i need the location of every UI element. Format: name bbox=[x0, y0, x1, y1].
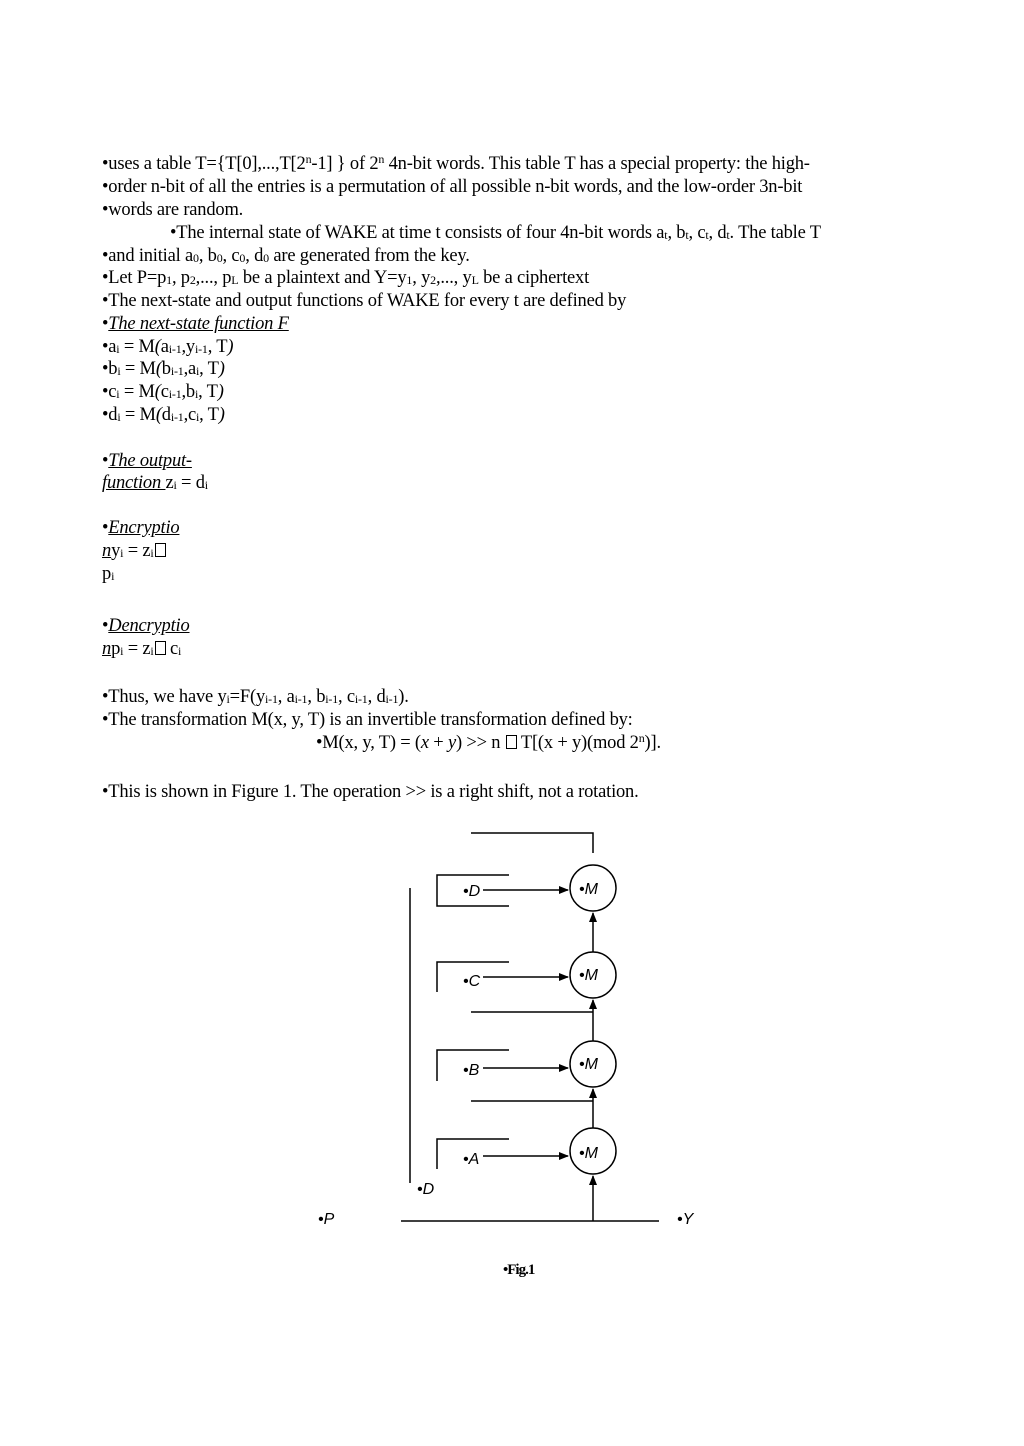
text-line-7: •The next-state and output functions of WAKE for every t are defined by bbox=[102, 291, 627, 311]
heading-encryption: •Encryptio bbox=[102, 518, 180, 538]
thus-line: •Thus, we have $y_i=F(y_{i-1}$, $a_{i-1}$, $b_{i-1}$, $c_{i-1}$, $d_{i-1}$). bbox=[102, 687, 409, 707]
equation-a: $•a_i = M(a_{i-1},y_{i-1}$, T) bbox=[102, 337, 234, 357]
text-line-5: •and initial $a_0$, $b_0$, $c_0$, $d_0$ are generated from the key. bbox=[102, 246, 470, 266]
encryption-equation-cont: $p_i$ bbox=[102, 564, 115, 584]
heading-output-function: •The output- bbox=[102, 451, 192, 471]
m-definition: •M(x, y, T) = (x + y) >> n T[(x + y)(mod 2$^n$)]. bbox=[316, 731, 661, 753]
xor-symbol-placeholder bbox=[155, 641, 166, 655]
register-b-label: •B bbox=[463, 1062, 480, 1079]
m-label-4: •M bbox=[579, 1145, 598, 1162]
xor-symbol-placeholder bbox=[506, 735, 517, 749]
text-line-3: •words are random. bbox=[102, 200, 244, 220]
heading-next-state: •The next-state function F bbox=[102, 314, 289, 334]
top-feedback-line bbox=[471, 833, 593, 853]
wake-diagram bbox=[0, 820, 1024, 1260]
equation-b: $•b_i = M(b_{i-1},a_i$, T) bbox=[102, 359, 225, 379]
register-a-label: •A bbox=[463, 1151, 480, 1168]
transformation-line: •The transformation M(x, y, T) is an invertible transformation defined by: bbox=[102, 710, 633, 730]
text-line-6: •Let $P=p_1$, $p_2$,..., $p_L$ be a plaintext and $Y=y_1$, $y_2$,..., $y_L$ be a ciphertext bbox=[102, 268, 590, 288]
register-c-label: •C bbox=[463, 973, 481, 990]
output-y-label: •Y bbox=[677, 1211, 694, 1228]
output-function-equation: function $z_i = d_i$ bbox=[102, 473, 208, 493]
register-d-label: •D bbox=[463, 883, 481, 900]
equation-c: $•c_i = M(c_{i-1},b_i$, T) bbox=[102, 382, 224, 402]
shown-in-figure-line: •This is shown in Figure 1. The operation >> is a right shift, not a rotation. bbox=[102, 782, 639, 802]
text-line-2: •order n-bit of all the entries is a permutation of all possible n-bit words, and the low-order 3n-bit bbox=[102, 177, 803, 197]
heading-decryption: •Dencryptio bbox=[102, 616, 190, 636]
equation-d: $•d_i = M(d_{i-1},c_i$, T) bbox=[102, 405, 225, 425]
input-p-label: •P bbox=[318, 1211, 335, 1228]
m-label-1: •M bbox=[579, 881, 598, 898]
decryption-equation: $np_i = z_i$ $c_i$ bbox=[102, 639, 182, 659]
encryption-equation: $ny_i = z_i$ bbox=[102, 540, 166, 563]
text-line-1: •uses a table $T=\{T[0],...,T[2^n-1]$ } of 2$^n$ 4n-bit words. This table T has a special property: the high- bbox=[102, 152, 810, 174]
feedback-d-label: •D bbox=[417, 1181, 435, 1198]
text-line-4: •The internal state of WAKE at time t consists of four 4n-bit words $a_t$, $b_t$, $c_t$, $d_t$. The table T bbox=[170, 223, 821, 243]
xor-symbol-placeholder bbox=[155, 543, 166, 557]
figure-caption: •Fig.1 bbox=[503, 1262, 535, 1278]
m-label-3: •M bbox=[579, 1056, 598, 1073]
m-label-2: •M bbox=[579, 967, 598, 984]
